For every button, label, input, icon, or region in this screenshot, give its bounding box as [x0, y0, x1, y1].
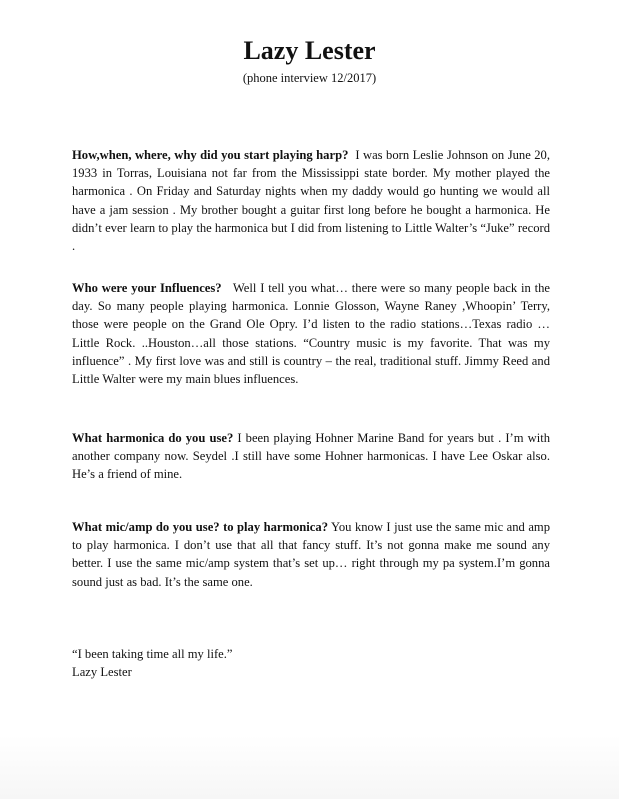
- page-title: Lazy Lester: [243, 36, 376, 65]
- question-text: Who were your Influences?: [72, 281, 222, 295]
- answer-text: I was born Leslie Johnson on June 20, 1933 in Torras, Louisiana not far from the Mississippi state border. My mother played the harmonica . On Friday and Saturday nights when my daddy would go hunting we would all have a jam session . My brother bought a guitar first long before he bought a harmonica. He didn’t ever learn to play the harmonica but I did from listening to Little Walter’s “Juke” record .: [72, 148, 550, 254]
- question-text: What mic/amp do you use? to play harmonica?: [72, 520, 328, 534]
- qa-paragraph: [72, 146, 550, 255]
- page-subtitle: (phone interview 12/2017): [242, 71, 377, 85]
- qa-paragraph: [72, 279, 550, 388]
- answer-text: You know I just use the same mic and amp to play harmonica. I don’t use that all that fancy stuff. It’s not gonna make me sound any better. I use the same mic/amp system that’s set up… right through my pa system.I’m gonna sound just as bad. It’s the same one.: [72, 520, 550, 589]
- closing-quote: “I been taking time all my life.”: [72, 647, 233, 661]
- qa-paragraph: [72, 518, 550, 591]
- closing-attribution: Lazy Lester: [72, 665, 132, 680]
- question-text: How,when, where, why did you start playing harp?: [72, 148, 349, 162]
- qa-paragraph: [72, 429, 550, 484]
- question-text: What harmonica do you use?: [72, 431, 234, 445]
- closing-quote-block: [72, 645, 550, 681]
- answer-text: Well I tell you what… there were so many people back in the day. So many people playing harmonica. Lonnie Glosson, Wayne Raney ,Whoopin’ Terry, those were people on the Grand Ole Opry. I’d listen to the radio stations…Texas radio … Little Rock. ..Houston…all those stations. “Country music is my favorite. That was my influence” . My first love was and still is country – the real, traditional stuff. Jimmy Reed and Little Walter were my main blues influences.: [72, 281, 551, 387]
- answer-text: I been playing Hohner Marine Band for years but . I’m with another company now. Seydel .I still have some Hohner harmonicas. I have Lee Oskar also. He’s a friend of mine.: [72, 431, 550, 482]
